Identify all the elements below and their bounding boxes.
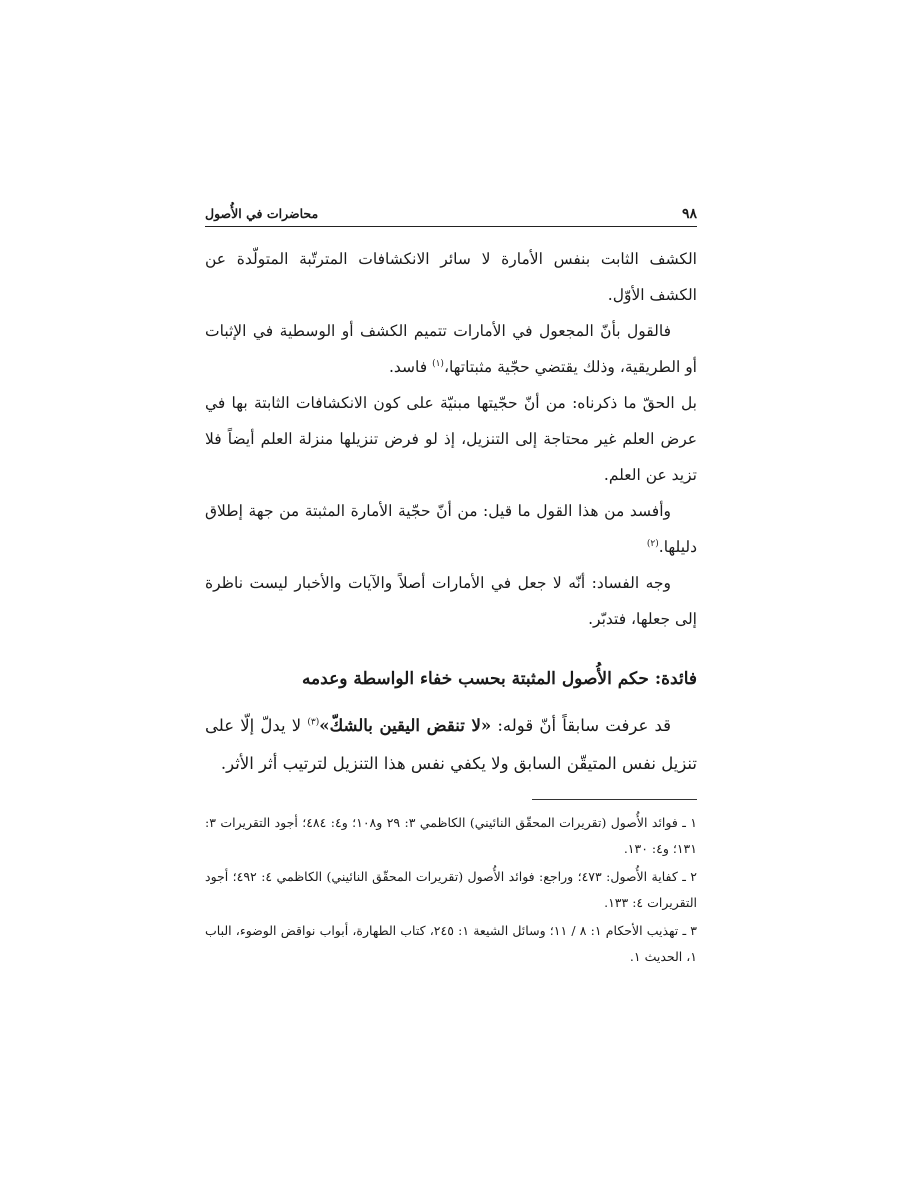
paragraph-5: وجه الفساد: أنّه لا جعل في الأمارات أصلاً والآيات والأخبار ليست ناظرة إلى جعلها، فتدبّر. (205, 574, 697, 628)
paragraph-3: بل الحقّ ما ذكرناه: من أنّ حجّيتها مبنيّة على كون الانكشافات الثابتة بها في عرض العلم غير محتاجة إلى التنزيل، إذ لو فرض تنزيلها منزلة العلم أيضاً فلا تزيد عن العلم. (205, 394, 697, 484)
page-header (205, 196, 697, 227)
paragraph-2: فالقول بأنّ المجعول في الأمارات تتميم الكشف أو الوسطية في الإثبات أو الطريقية، وذلك يقتضي حجّية مثبتاتها،$^{(١)}$ فاسد. (205, 322, 697, 376)
footnote-1: ١ ـ فوائد الأُصول (تقريرات المحقّق النائيني) الكاظمي ٣: ٢٩ و١٠٨؛ و٤: ٤٨٤؛ أجود التقريرات ٣: ١٣١؛ و٤: ١٣٠. (205, 815, 697, 856)
book-page (205, 196, 697, 972)
footnote-ref-2[interactable]: (٢) (646, 538, 659, 549)
hadith-quote: «لا تنقض اليقين بالشكّ» (319, 716, 492, 735)
paragraph-6: قد عرفت سابقاً أنّ قوله: «لا تنقض اليقين بالشكّ»$^{(٣)}$ لا يدلّ إلّا على تنزيل نفس المتيقّن السابق ولا يكفي نفس هذا التنزيل لترتيب أثر الأثر. (205, 716, 697, 773)
page-number: ٩٨ (681, 206, 697, 222)
footnote-3: ٣ ـ تهذيب الأحكام ١: ٨ / ١١؛ وسائل الشيعة ١: ٢٤٥، كتاب الطهارة، أبواب نواقض الوضوء، الباب ١، الحديث ١. (205, 923, 697, 964)
footnote-ref-3[interactable]: (٣) (307, 717, 320, 728)
footnote-divider (532, 799, 697, 800)
paragraph-1: الكشف الثابت بنفس الأمارة لا سائر الانكشافات المترتّبة المتولّدة عن الكشف الأوّل. (205, 250, 697, 304)
section-heading: فائدة: حكم الأُصول المثبتة بحسب خفاء الواسطة وعدمه (301, 669, 697, 689)
footnote-2: ٢ ـ كفاية الأُصول: ٤٧٣؛ وراجع: فوائد الأُصول (تقريرات المحقّق النائيني) الكاظمي ٤: ٤٩٢؛ أجود التقريرات ٤: ١٣٣. (205, 869, 698, 910)
footnotes (205, 810, 697, 970)
footnote-ref-1[interactable]: (١) (432, 358, 444, 369)
running-title: محاضرات في الأُصول (205, 206, 319, 221)
paragraph-4: وأفسد من هذا القول ما قيل: من أنّ حجّية الأمارة المثبتة من جهة إطلاق دليلها.$^{(٢)}$ (205, 502, 697, 556)
main-text (205, 241, 697, 783)
